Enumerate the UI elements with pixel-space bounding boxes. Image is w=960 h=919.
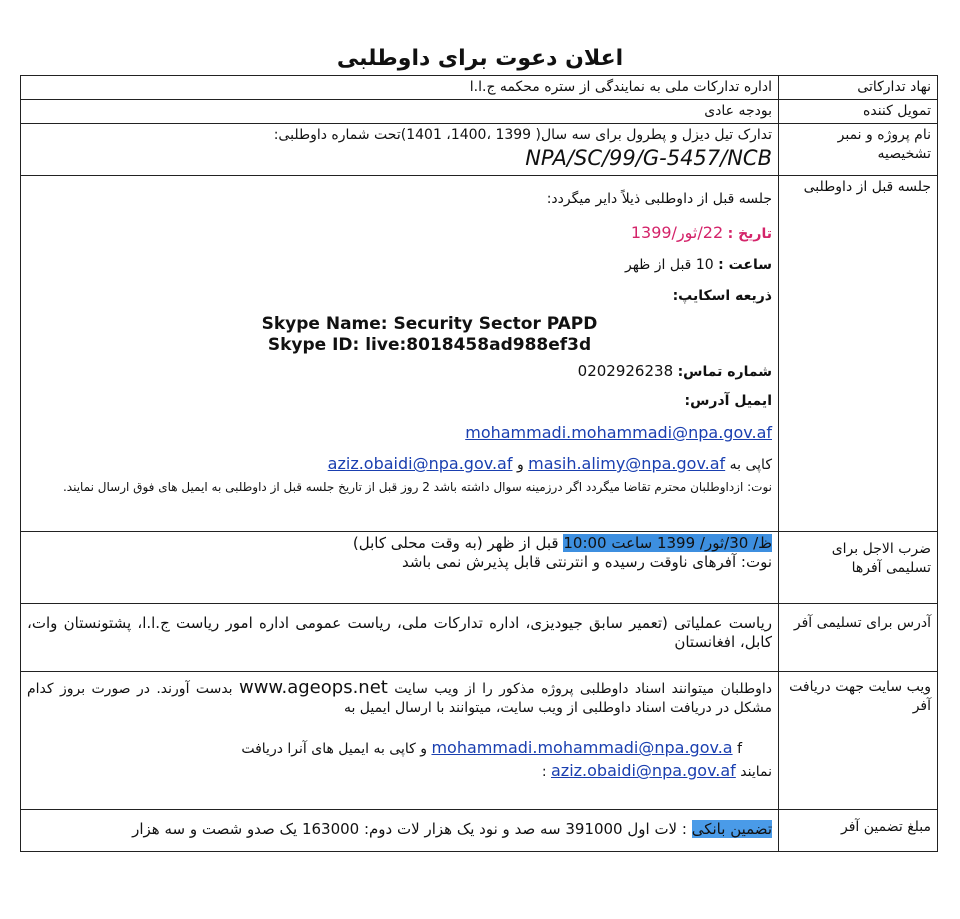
- website-email-line: [27, 738, 772, 759]
- label-website: ویب سایت جهت دریافت آفر: [779, 672, 938, 810]
- date-label: تاریخ :: [727, 226, 772, 242]
- deadline-rest: قبل از ظهر (به وقت محلی کابل): [352, 534, 559, 552]
- row-guarantee: [21, 810, 938, 852]
- email-link-copy1[interactable]: masih.alimy@npa.gov.af: [528, 454, 726, 473]
- row-project: [21, 124, 938, 176]
- row-agency: [21, 76, 938, 100]
- email-link-main[interactable]: mohammadi.mohammadi@npa.gov.af: [465, 423, 772, 442]
- label-project: نام پروژه و نمبر تشخیصیه: [779, 124, 938, 176]
- website-paragraph: [27, 678, 772, 718]
- pre-bid-note: نوت: ازداوطلبان محترم تقاضا میگردد اگر درزمینه سوال داشته باشد 2 روز قبل از تاریخ جلسه قبل از داوطلبی به ایمیل های فوق ارسال نمایند.: [62, 480, 772, 494]
- date-value: 22/ثور/1399: [630, 223, 724, 242]
- email-copy-line: [27, 454, 772, 475]
- website-email2[interactable]: aziz.obaidi@npa.gov.af: [551, 761, 736, 780]
- contact-number: [27, 362, 772, 382]
- value-website: [21, 672, 779, 810]
- page-title: اعلان دعوت برای داوطلبی: [336, 46, 624, 71]
- email-link-copy2[interactable]: aziz.obaidi@npa.gov.af: [327, 454, 513, 473]
- label-funding: تمویل کننده: [779, 100, 938, 124]
- row-deadline: [21, 532, 938, 604]
- value-agency: اداره تدارکات ملی به نمایندگی از ستره محکمه ج.ا.ا: [21, 76, 779, 100]
- pre-bid-date: [27, 223, 772, 244]
- email-main-line: [27, 423, 772, 444]
- label-guarantee: مبلغ تضمین آفر: [779, 810, 938, 852]
- announcement-table: [20, 75, 938, 852]
- website-email1[interactable]: mohammadi.mohammadi@npa.gov.a: [431, 738, 733, 757]
- value-pre-bid: [21, 176, 779, 532]
- time-value: 10 قبل از ظهر: [624, 257, 714, 273]
- skype-name: Skype Name: Security Sector PAPD: [261, 314, 598, 334]
- website-text4: نمایند: [740, 764, 772, 780]
- website-text1: داوطلبان میتوانند اسناد داوطلبی پروژه مذکور را از ویب سایت: [394, 681, 772, 697]
- skype-info: [27, 314, 772, 356]
- skype-via: ذریعه اسکایپ:: [672, 288, 772, 304]
- website-email2-line: [27, 761, 772, 782]
- contact-label: شماره تماس:: [677, 364, 772, 380]
- website-colon: :: [541, 764, 547, 780]
- value-deadline: [21, 532, 779, 604]
- website-text3: و کاپی به ایمیل های آنرا دریافت: [241, 741, 428, 757]
- value-funding: بودجه عادی: [21, 100, 779, 124]
- project-reference-number: NPA/SC/99/G-5457/NCB: [525, 146, 772, 170]
- deadline-note: نوت: آفرهای ناوقت رسیده و انترنتی قابل پذیرش نمی باشد: [401, 553, 772, 571]
- value-guarantee: [21, 810, 779, 852]
- row-address: [21, 604, 938, 672]
- deadline-highlight: ظ/ 30/ثور/ 1399 ساعت 10:00: [563, 534, 772, 552]
- website-link[interactable]: www.ageops.net: [238, 677, 388, 698]
- time-label: ساعت :: [718, 257, 772, 273]
- label-agency: نهاد تدارکاتی: [779, 76, 938, 100]
- row-website: [21, 672, 938, 810]
- website-text2: بدست آورند. در صورت بروز کدام مشکل در دریافت اسناد داوطلبی از ویب سایت، میتوانند با ارسال ایمیل به: [27, 681, 772, 716]
- pre-bid-intro: جلسه قبل از داوطلبی ذیلاً دایر میگردد:: [546, 191, 772, 207]
- row-funding: [21, 100, 938, 124]
- copy-to-text: کاپی به: [729, 457, 772, 473]
- pre-bid-time: [27, 256, 772, 275]
- row-pre-bid: [21, 176, 938, 532]
- guarantee-value: : لات اول 391000 سه صد و نود یک هزار لات دوم: 163000 یک صدو شصت و سه هزار: [132, 820, 687, 838]
- email-label: ایمیل آدرس:: [684, 393, 772, 409]
- website-frag: f: [737, 741, 742, 757]
- value-address: ریاست عملیاتی (تعمیر سابق جیودیزی، اداره تدارکات ملی، ریاست عمومی اداره امور ریاست ج.ا.ا، پشتونستان وات، کابل، افغانستان: [21, 604, 779, 672]
- label-pre-bid: جلسه قبل از داوطلبی: [779, 176, 938, 532]
- label-address: آدرس برای تسلیمی آفر: [779, 604, 938, 672]
- contact-value: 0202926238: [577, 362, 674, 380]
- label-deadline: ضرب الاجل برای تسلیمی آفرها: [779, 532, 938, 604]
- and-text: و: [516, 457, 524, 473]
- deadline-line: [27, 534, 772, 553]
- project-description: تدارک تیل دیزل و پطرول برای سه سال( 1399 ،1400، 1401)تحت شماره داوطلبی:: [273, 127, 772, 143]
- guarantee-highlight: تضمین بانکی: [691, 820, 772, 838]
- value-project: [21, 124, 779, 176]
- skype-id: Skype ID: live:8018458ad988ef3d: [267, 335, 592, 355]
